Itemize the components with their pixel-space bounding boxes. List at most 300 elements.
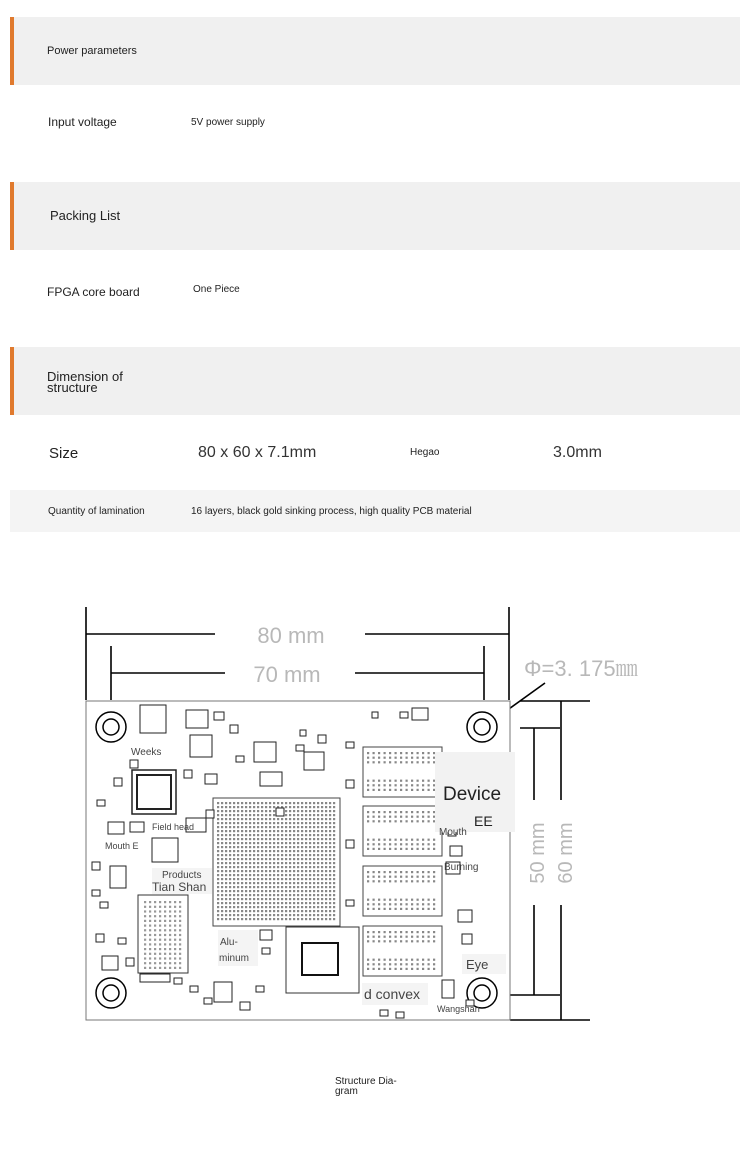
- bga-ball: [257, 810, 259, 812]
- bga-ball: [229, 910, 231, 912]
- bga-ball: [321, 898, 323, 900]
- bga-ball: [325, 842, 327, 844]
- bga-ball: [229, 914, 231, 916]
- ddr-ball: [433, 780, 435, 782]
- bga-ball: [333, 826, 335, 828]
- bga-ball: [317, 878, 319, 880]
- flash-ball: [159, 910, 161, 912]
- ddr-ball: [384, 903, 386, 905]
- bga-ball: [317, 874, 319, 876]
- bga-ball: [237, 882, 239, 884]
- bga-ball: [297, 818, 299, 820]
- bga-ball: [273, 854, 275, 856]
- bga-ball: [285, 878, 287, 880]
- bga-ball: [257, 826, 259, 828]
- bga-ball: [253, 846, 255, 848]
- bga-ball: [269, 898, 271, 900]
- bga-ball: [217, 878, 219, 880]
- ddr-ball: [378, 963, 380, 965]
- bga-ball: [277, 886, 279, 888]
- bga-ball: [221, 870, 223, 872]
- ddr-ball: [384, 820, 386, 822]
- bga-ball: [309, 914, 311, 916]
- bga-ball: [241, 834, 243, 836]
- bga-ball: [221, 878, 223, 880]
- bga-ball: [261, 910, 263, 912]
- bga-ball: [325, 858, 327, 860]
- bga-ball: [261, 902, 263, 904]
- bga-ball: [217, 810, 219, 812]
- bga-ball: [333, 830, 335, 832]
- bga-ball: [313, 854, 315, 856]
- bga-ball: [329, 918, 331, 920]
- bga-ball: [265, 802, 267, 804]
- ddr-ball: [378, 908, 380, 910]
- ddr-ball: [367, 871, 369, 873]
- ddr-ball: [411, 820, 413, 822]
- ddr-ball: [433, 752, 435, 754]
- bga-ball: [261, 806, 263, 808]
- bga-ball: [241, 870, 243, 872]
- bga-ball: [329, 870, 331, 872]
- bga-ball: [325, 910, 327, 912]
- bga-ball: [225, 818, 227, 820]
- ddr-ball: [373, 839, 375, 841]
- ddr-ball: [395, 784, 397, 786]
- bga-ball: [293, 838, 295, 840]
- flash-ball: [144, 957, 146, 959]
- ddr-ball: [417, 963, 419, 965]
- ddr-chip: [363, 806, 442, 856]
- bga-ball: [321, 834, 323, 836]
- bga-ball: [305, 870, 307, 872]
- ddr-ball: [395, 903, 397, 905]
- flash-ball: [154, 901, 156, 903]
- ddr-ball: [417, 931, 419, 933]
- bga-ball: [321, 858, 323, 860]
- ddr-ball: [373, 940, 375, 942]
- bga-ball: [329, 878, 331, 880]
- bga-ball: [289, 806, 291, 808]
- bga-ball: [229, 814, 231, 816]
- bga-ball: [225, 838, 227, 840]
- flash-ball: [154, 957, 156, 959]
- ddr-ball: [428, 811, 430, 813]
- smd-part: [152, 838, 178, 862]
- bga-ball: [273, 830, 275, 832]
- smd-part: [304, 752, 324, 770]
- ddr-ball: [406, 761, 408, 763]
- bga-ball: [329, 858, 331, 860]
- bga-ball: [301, 902, 303, 904]
- bga-ball: [289, 834, 291, 836]
- bga-ball: [237, 802, 239, 804]
- bga-ball: [273, 802, 275, 804]
- bga-ball: [217, 894, 219, 896]
- flash-ball: [179, 957, 181, 959]
- bga-ball: [297, 866, 299, 868]
- mouth-label: Mouth: [439, 827, 467, 838]
- ddr-ball: [384, 843, 386, 845]
- bga-ball: [297, 918, 299, 920]
- bga-ball: [233, 838, 235, 840]
- bga-ball: [285, 822, 287, 824]
- ddr-ball: [422, 899, 424, 901]
- smd-part: [206, 810, 214, 818]
- bga-ball: [285, 818, 287, 820]
- bga-ball: [277, 842, 279, 844]
- bga-ball: [325, 878, 327, 880]
- bga-ball: [289, 878, 291, 880]
- ddr-ball: [395, 880, 397, 882]
- ddr-ball: [428, 876, 430, 878]
- flash-ball: [154, 953, 156, 955]
- ddr-ball: [428, 848, 430, 850]
- bga-ball: [237, 826, 239, 828]
- bga-ball: [225, 822, 227, 824]
- bga-ball: [257, 906, 259, 908]
- ddr-ball: [378, 757, 380, 759]
- bga-ball: [289, 866, 291, 868]
- ddr-ball: [384, 757, 386, 759]
- bga-ball: [305, 906, 307, 908]
- bga-ball: [333, 814, 335, 816]
- bga-ball: [241, 830, 243, 832]
- bga-ball: [329, 862, 331, 864]
- flash-ball: [169, 943, 171, 945]
- ddr-ball: [406, 784, 408, 786]
- ddr-ball: [389, 820, 391, 822]
- flash-ball: [159, 939, 161, 941]
- bga-ball: [325, 822, 327, 824]
- bga-ball: [221, 810, 223, 812]
- bga-ball: [281, 842, 283, 844]
- ddr-ball: [378, 820, 380, 822]
- flash-ball: [159, 943, 161, 945]
- bga-ball: [293, 846, 295, 848]
- bga-ball: [253, 918, 255, 920]
- bga-ball: [289, 810, 291, 812]
- flash-ball: [154, 962, 156, 964]
- bga-ball: [269, 882, 271, 884]
- ddr-ball: [428, 931, 430, 933]
- ddr-ball: [400, 761, 402, 763]
- bga-ball: [221, 818, 223, 820]
- ddr-ball: [428, 752, 430, 754]
- bga-ball: [217, 910, 219, 912]
- bga-ball: [253, 814, 255, 816]
- bga-ball: [317, 846, 319, 848]
- bga-ball: [249, 890, 251, 892]
- smd-part: [214, 712, 224, 720]
- bga-ball: [305, 882, 307, 884]
- smd-part: [190, 735, 212, 757]
- bga-ball: [221, 830, 223, 832]
- bga-ball: [321, 818, 323, 820]
- bga-ball: [269, 822, 271, 824]
- bga-ball: [273, 818, 275, 820]
- bga-ball: [321, 822, 323, 824]
- bga-ball: [301, 890, 303, 892]
- bga-ball: [225, 858, 227, 860]
- ddr-ball: [378, 780, 380, 782]
- bga-ball: [285, 890, 287, 892]
- bga-ball: [281, 854, 283, 856]
- bga-ball: [313, 834, 315, 836]
- bga-ball: [257, 830, 259, 832]
- bga-ball: [277, 906, 279, 908]
- bga-ball: [229, 858, 231, 860]
- bga-ball: [289, 850, 291, 852]
- bga-ball: [301, 838, 303, 840]
- bga-ball: [225, 882, 227, 884]
- bga-ball: [225, 854, 227, 856]
- bga-ball: [321, 866, 323, 868]
- aluminum-label-1: Alu-: [220, 937, 238, 948]
- bga-ball: [221, 862, 223, 864]
- flash-ball: [164, 925, 166, 927]
- ddr-ball: [417, 968, 419, 970]
- bga-ball: [225, 806, 227, 808]
- bga-ball: [233, 906, 235, 908]
- bga-ball: [305, 866, 307, 868]
- flash-ball: [159, 953, 161, 955]
- bga-ball: [241, 914, 243, 916]
- bga-ball: [253, 862, 255, 864]
- bga-ball: [289, 882, 291, 884]
- bga-ball: [281, 910, 283, 912]
- bga-ball: [317, 866, 319, 868]
- bga-ball: [293, 886, 295, 888]
- ddr-ball: [428, 940, 430, 942]
- bga-ball: [257, 874, 259, 876]
- bga-ball: [269, 854, 271, 856]
- bga-ball: [233, 850, 235, 852]
- bga-ball: [257, 834, 259, 836]
- bga-ball: [225, 866, 227, 868]
- ddr-chip: [363, 866, 442, 916]
- ddr-ball: [428, 820, 430, 822]
- bga-ball: [269, 914, 271, 916]
- bga-ball: [245, 838, 247, 840]
- ddr-ball: [367, 757, 369, 759]
- bga-ball: [289, 886, 291, 888]
- accent-bar: [10, 347, 14, 415]
- ddr-ball: [373, 880, 375, 882]
- bga-ball: [233, 910, 235, 912]
- bga-ball: [273, 874, 275, 876]
- bga-ball: [229, 822, 231, 824]
- ddr-ball: [373, 843, 375, 845]
- bga-ball: [229, 862, 231, 864]
- flash-ball: [164, 939, 166, 941]
- bga-ball: [233, 810, 235, 812]
- flash-ball: [174, 901, 176, 903]
- bga-ball: [321, 862, 323, 864]
- bga-ball: [265, 814, 267, 816]
- bga-ball: [261, 886, 263, 888]
- ddr-ball: [411, 789, 413, 791]
- flash-ball: [179, 939, 181, 941]
- bga-ball: [317, 894, 319, 896]
- bga-ball: [313, 878, 315, 880]
- bga-ball: [257, 838, 259, 840]
- bga-ball: [273, 842, 275, 844]
- bga-ball: [317, 918, 319, 920]
- bga-ball: [261, 882, 263, 884]
- field-head-label: Field head: [152, 822, 195, 832]
- bga-ball: [237, 818, 239, 820]
- smd-part: [190, 986, 198, 992]
- flash-ball: [144, 939, 146, 941]
- bga-ball: [297, 802, 299, 804]
- ddr-ball: [411, 784, 413, 786]
- bga-ball: [301, 818, 303, 820]
- bga-ball: [277, 822, 279, 824]
- bga-ball: [301, 806, 303, 808]
- flash-ball: [174, 925, 176, 927]
- ddr-ball: [373, 789, 375, 791]
- ddr-ball: [400, 963, 402, 965]
- ddr-ball: [417, 880, 419, 882]
- bga-ball: [329, 890, 331, 892]
- bga-ball: [229, 882, 231, 884]
- bga-ball: [225, 834, 227, 836]
- ddr-ball: [433, 876, 435, 878]
- bga-ball: [317, 858, 319, 860]
- bga-ball: [269, 838, 271, 840]
- bga-ball: [241, 910, 243, 912]
- ddr-ball: [389, 931, 391, 933]
- ddr-ball: [378, 811, 380, 813]
- smd-part: [110, 866, 126, 888]
- flash-ball: [149, 948, 151, 950]
- flash-ball: [154, 929, 156, 931]
- bga-ball: [277, 914, 279, 916]
- flash-ball: [174, 943, 176, 945]
- bga-ball: [329, 838, 331, 840]
- bga-ball: [261, 878, 263, 880]
- bga-ball: [249, 842, 251, 844]
- bga-ball: [285, 906, 287, 908]
- bga-ball: [257, 850, 259, 852]
- flash-ball: [164, 967, 166, 969]
- bga-ball: [313, 882, 315, 884]
- ddr-ball: [411, 780, 413, 782]
- bga-ball: [313, 898, 315, 900]
- ddr-ball: [417, 871, 419, 873]
- bga-ball: [281, 918, 283, 920]
- bga-ball: [289, 870, 291, 872]
- bga-ball: [309, 826, 311, 828]
- ddr-ball: [389, 752, 391, 754]
- bga-ball: [321, 890, 323, 892]
- bga-ball: [277, 894, 279, 896]
- height-inner-text: 50 mm: [527, 822, 549, 884]
- bga-ball: [281, 862, 283, 864]
- bga-ball: [301, 842, 303, 844]
- ddr-ball: [406, 908, 408, 910]
- bga-ball: [273, 826, 275, 828]
- device-label: Device: [443, 784, 502, 805]
- bga-ball: [249, 834, 251, 836]
- flash-ball: [169, 939, 171, 941]
- bga-ball: [245, 834, 247, 836]
- bga-ball: [297, 806, 299, 808]
- bga-ball: [305, 902, 307, 904]
- bga-ball: [325, 810, 327, 812]
- bga-ball: [301, 882, 303, 884]
- bga-ball: [241, 902, 243, 904]
- bga-ball: [225, 894, 227, 896]
- ddr-ball: [395, 940, 397, 942]
- flash-ball: [169, 962, 171, 964]
- bga-ball: [237, 810, 239, 812]
- bga-ball: [249, 894, 251, 896]
- ddr-ball: [400, 839, 402, 841]
- flash-ball: [149, 920, 151, 922]
- bga-ball: [229, 866, 231, 868]
- aluminum-label-2: minum: [219, 953, 250, 964]
- flash-ball: [169, 915, 171, 917]
- ddr-ball: [373, 871, 375, 873]
- ddr-ball: [422, 880, 424, 882]
- bga-ball: [297, 822, 299, 824]
- ddr-ball: [373, 820, 375, 822]
- bga-ball: [217, 890, 219, 892]
- bga-ball: [229, 830, 231, 832]
- bga-ball: [277, 850, 279, 852]
- bga-ball: [313, 866, 315, 868]
- bga-ball: [289, 838, 291, 840]
- bga-ball: [241, 814, 243, 816]
- flash-ball: [164, 920, 166, 922]
- bga-ball: [253, 858, 255, 860]
- ddr-ball: [400, 876, 402, 878]
- bga-ball: [217, 866, 219, 868]
- ddr-ball: [389, 848, 391, 850]
- bga-ball: [265, 882, 267, 884]
- bga-ball: [285, 918, 287, 920]
- flash-ball: [164, 957, 166, 959]
- ddr-ball: [378, 843, 380, 845]
- ddr-ball: [433, 789, 435, 791]
- bga-ball: [245, 898, 247, 900]
- smd-part: [92, 862, 100, 870]
- products-label: Products: [162, 870, 202, 881]
- bga-ball: [289, 918, 291, 920]
- ddr-ball: [411, 871, 413, 873]
- bga-ball: [233, 806, 235, 808]
- bga-ball: [233, 866, 235, 868]
- ddr-ball: [395, 968, 397, 970]
- bga-ball: [253, 914, 255, 916]
- bga-ball: [229, 802, 231, 804]
- bga-ball: [217, 834, 219, 836]
- bga-ball: [221, 854, 223, 856]
- ddr-ball: [395, 839, 397, 841]
- ddr-ball: [422, 757, 424, 759]
- bga-ball: [313, 862, 315, 864]
- bga-ball: [221, 918, 223, 920]
- bga-ball: [305, 810, 307, 812]
- eye-label: Eye: [466, 957, 489, 972]
- bga-ball: [225, 906, 227, 908]
- bga-ball: [289, 898, 291, 900]
- bga-ball: [241, 862, 243, 864]
- bga-ball: [225, 810, 227, 812]
- smd-part: [184, 770, 192, 778]
